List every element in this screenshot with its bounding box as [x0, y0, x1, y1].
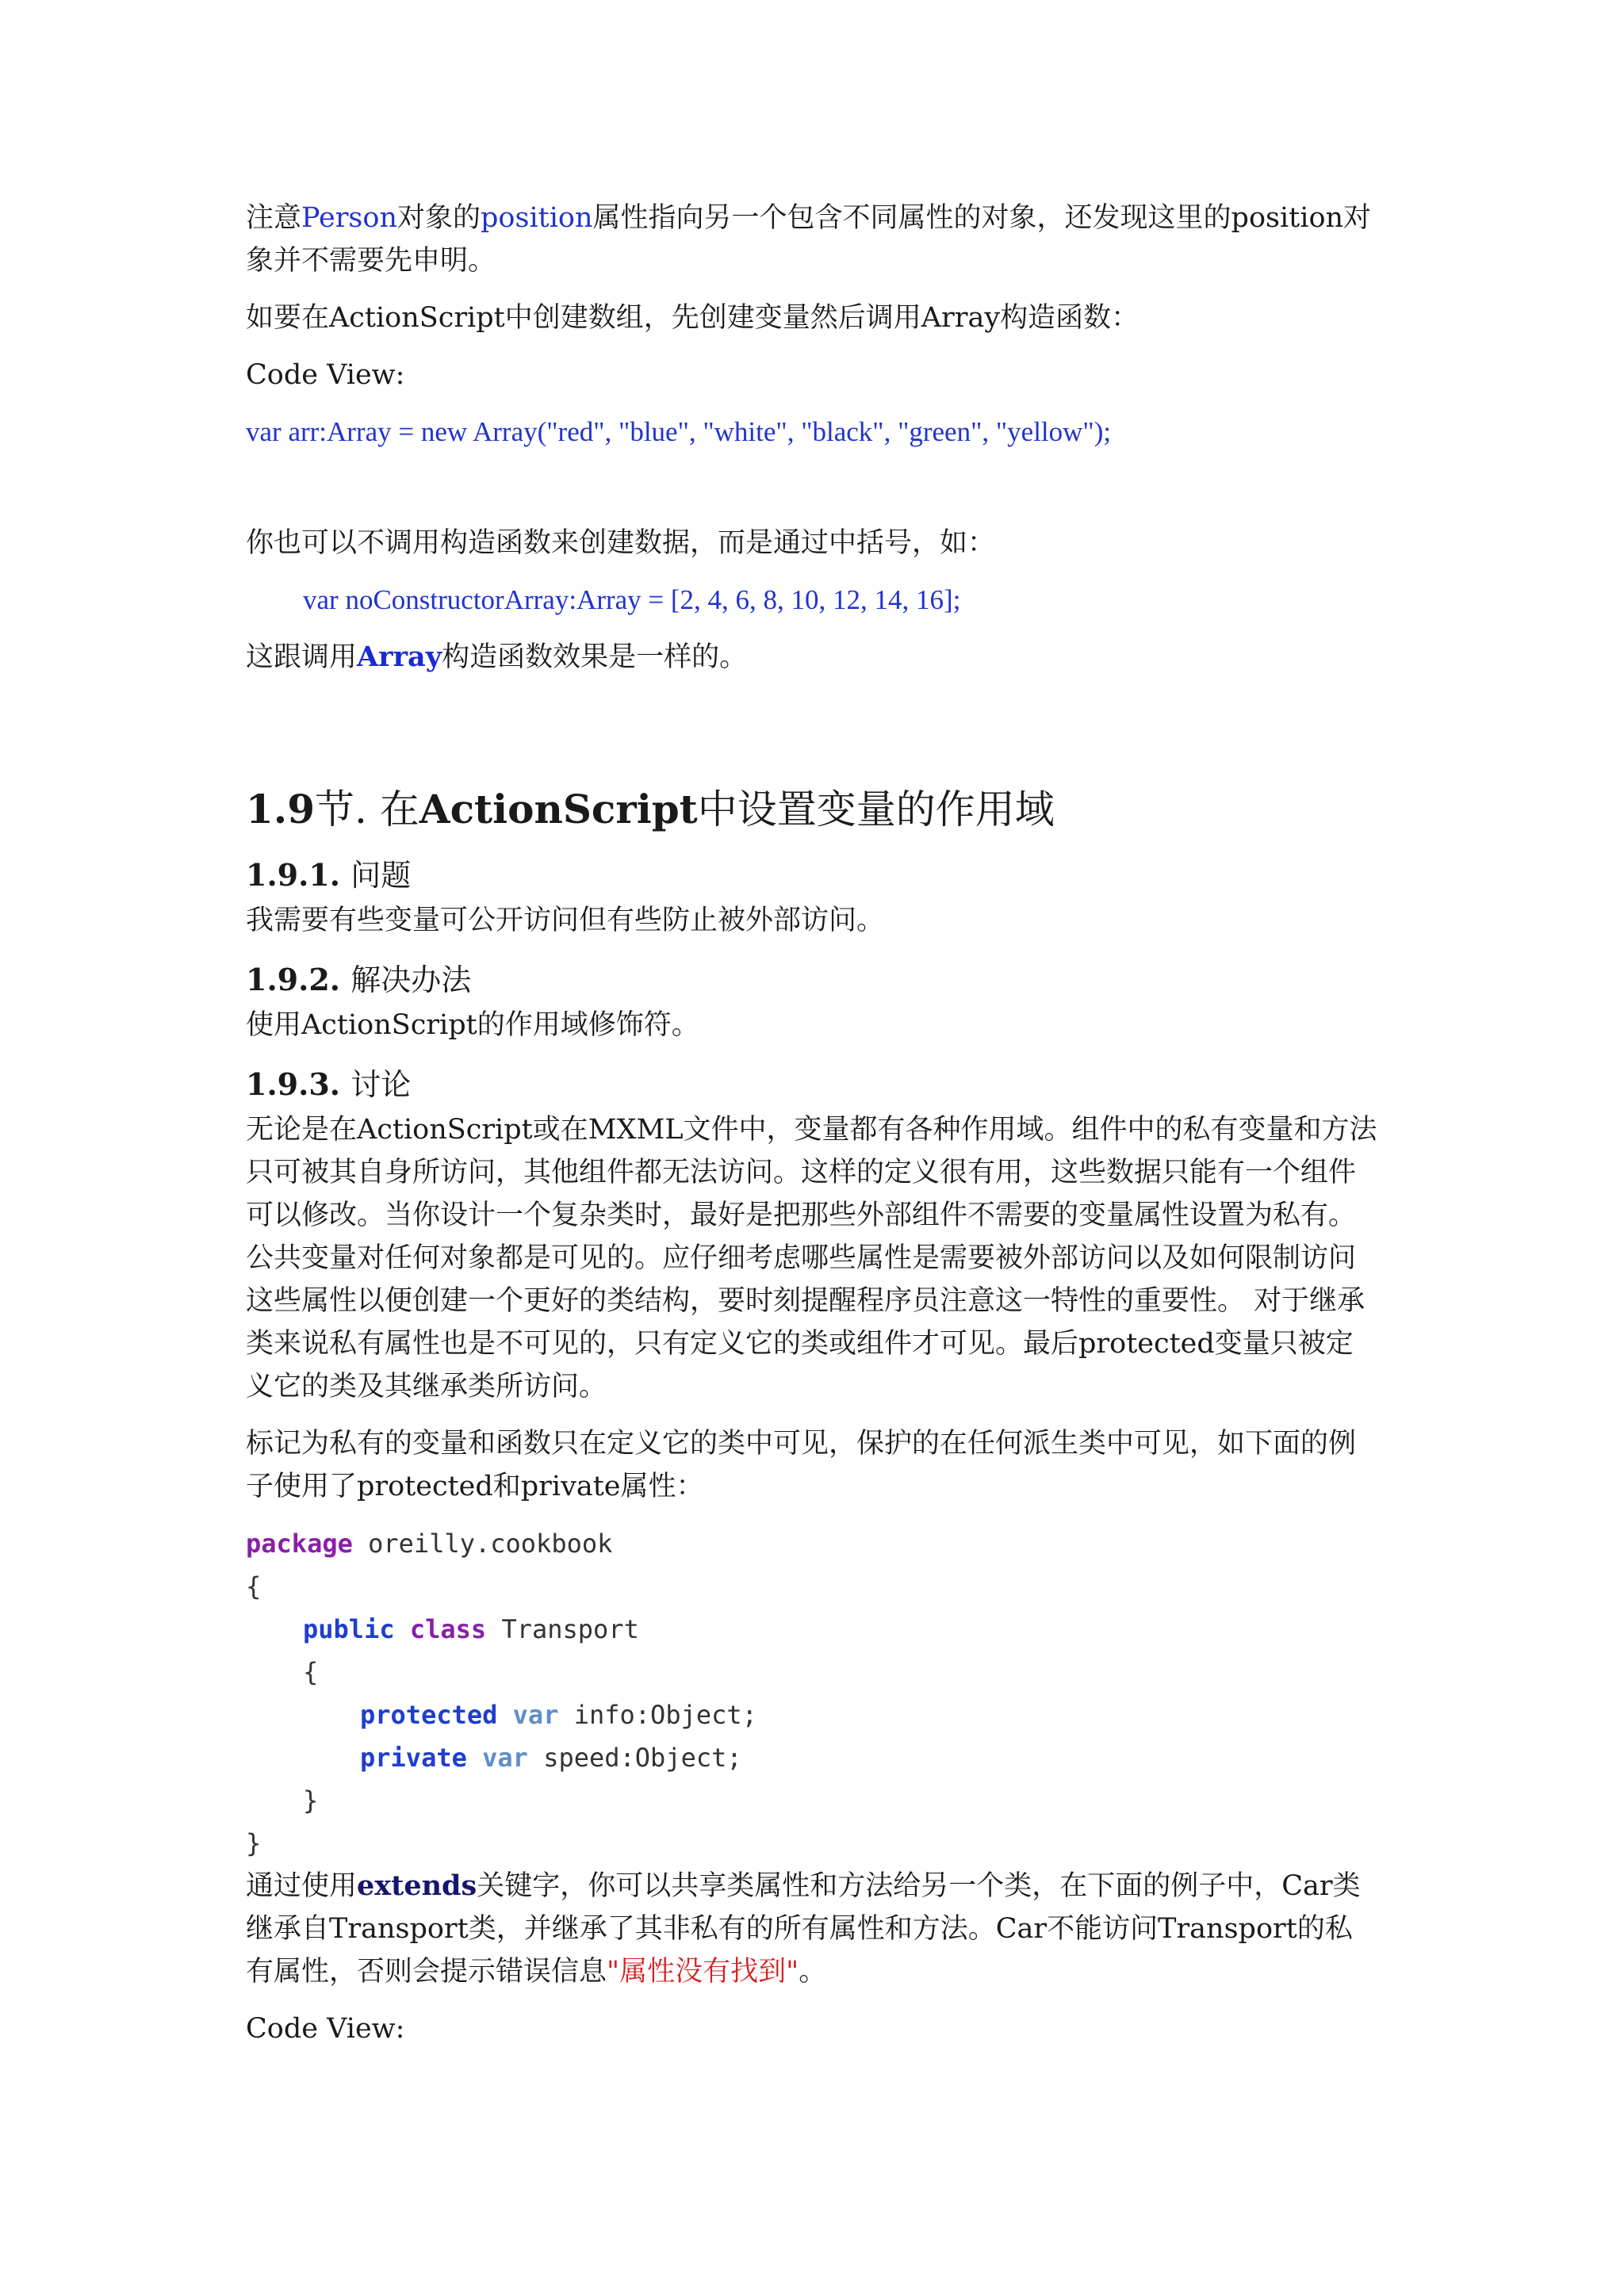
inline-code-extends: extends — [357, 1869, 477, 1902]
paragraph-extends: 通过使用extends关键字，你可以共享类属性和方法给另一个类，在下面的例子中，Car类继承自Transport类，并继承了其非私有的所有属性和方法。Car不能访问Transport的私有属性，否则会提示错误信息"属性没有找到"。 — [246, 1869, 1361, 1988]
paragraph-person-position: 注意Person对象的position属性指向另一个包含不同属性的对象，还发现这里的position对象并不需要先申明。 — [246, 202, 1372, 277]
code-block-transport — [246, 1522, 1380, 1865]
code-line: public class Transport — [303, 1614, 639, 1644]
code-view-label: Code View: — [246, 359, 405, 391]
paragraph-discussion: 无论是在ActionScript或在MXML文件中，变量都有各种作用域。组件中的私有变量和方法只可被其自身所访问，其他组件都无法访问。这样的定义很有用，这些数据只能有一个组件可以修改。当你设计一个复杂类时，最好是把那些外部组件不需要的变量属性设置为私有。公共变量对任何对象都是可见的。应仔细考虑哪些属性是需要被外部访问以及如何限制访问这些属性以便创建一个更好的类结构，要时刻提醒程序员注意这一特性的重要性。 对于继承类来说私有属性也是不可见的，只有定义它的类或组件才可见。最后protected变量只被定义它的类及其继承类所访问。 — [246, 1114, 1377, 1402]
subsection-heading-solution: 1.9.2. 解决办法 — [246, 962, 472, 997]
subsection-heading-discussion: 1.9.3. 讨论 — [246, 1066, 412, 1102]
inline-code-person: Person — [301, 202, 398, 234]
paragraph-bracket-array: 你也可以不调用构造函数来创建数据，而是通过中括号，如： — [246, 527, 996, 559]
code-line: } — [246, 1828, 262, 1858]
code-view-label: Code View: — [246, 2013, 405, 2045]
paragraph-same-effect: 这跟调用Array构造函数效果是一样的。 — [246, 641, 748, 673]
paragraph-create-array: 如要在ActionScript中创建数组，先创建变量然后调用Array构造函数： — [246, 302, 1139, 334]
inline-code-array: Array — [357, 641, 442, 673]
document-page — [246, 197, 1380, 2050]
code-line: protected var info:Object; — [360, 1700, 757, 1730]
code-array-constructor: var arr:Array = new Array("red", "blue", "white", "black", "green", "yellow"); — [246, 416, 1112, 447]
subsection-heading-problem: 1.9.1. 问题 — [246, 857, 412, 893]
inline-code-position: position — [481, 202, 593, 234]
code-array-literal: var noConstructorArray:Array = [2, 4, 6, 8, 10, 12, 14, 16]; — [303, 584, 961, 615]
code-line: } — [303, 1785, 319, 1816]
section-heading: 1.9节. 在ActionScript中设置变量的作用域 — [246, 786, 1055, 832]
code-line: { — [303, 1657, 319, 1687]
code-line: package oreilly.cookbook — [246, 1529, 613, 1559]
code-line: private var speed:Object; — [360, 1743, 742, 1773]
code-line: { — [246, 1571, 262, 1601]
paragraph-protected-private: 标记为私有的变量和函数只在定义它的类中可见，保护的在任何派生类中可见，如下面的例子使用了protected和private属性： — [246, 1428, 1357, 1502]
paragraph-solution: 使用ActionScript的作用域修饰符。 — [246, 1009, 699, 1041]
paragraph-problem: 我需要有些变量可公开访问但有些防止被外部访问。 — [246, 905, 885, 936]
error-message: "属性没有找到" — [607, 1956, 799, 1988]
